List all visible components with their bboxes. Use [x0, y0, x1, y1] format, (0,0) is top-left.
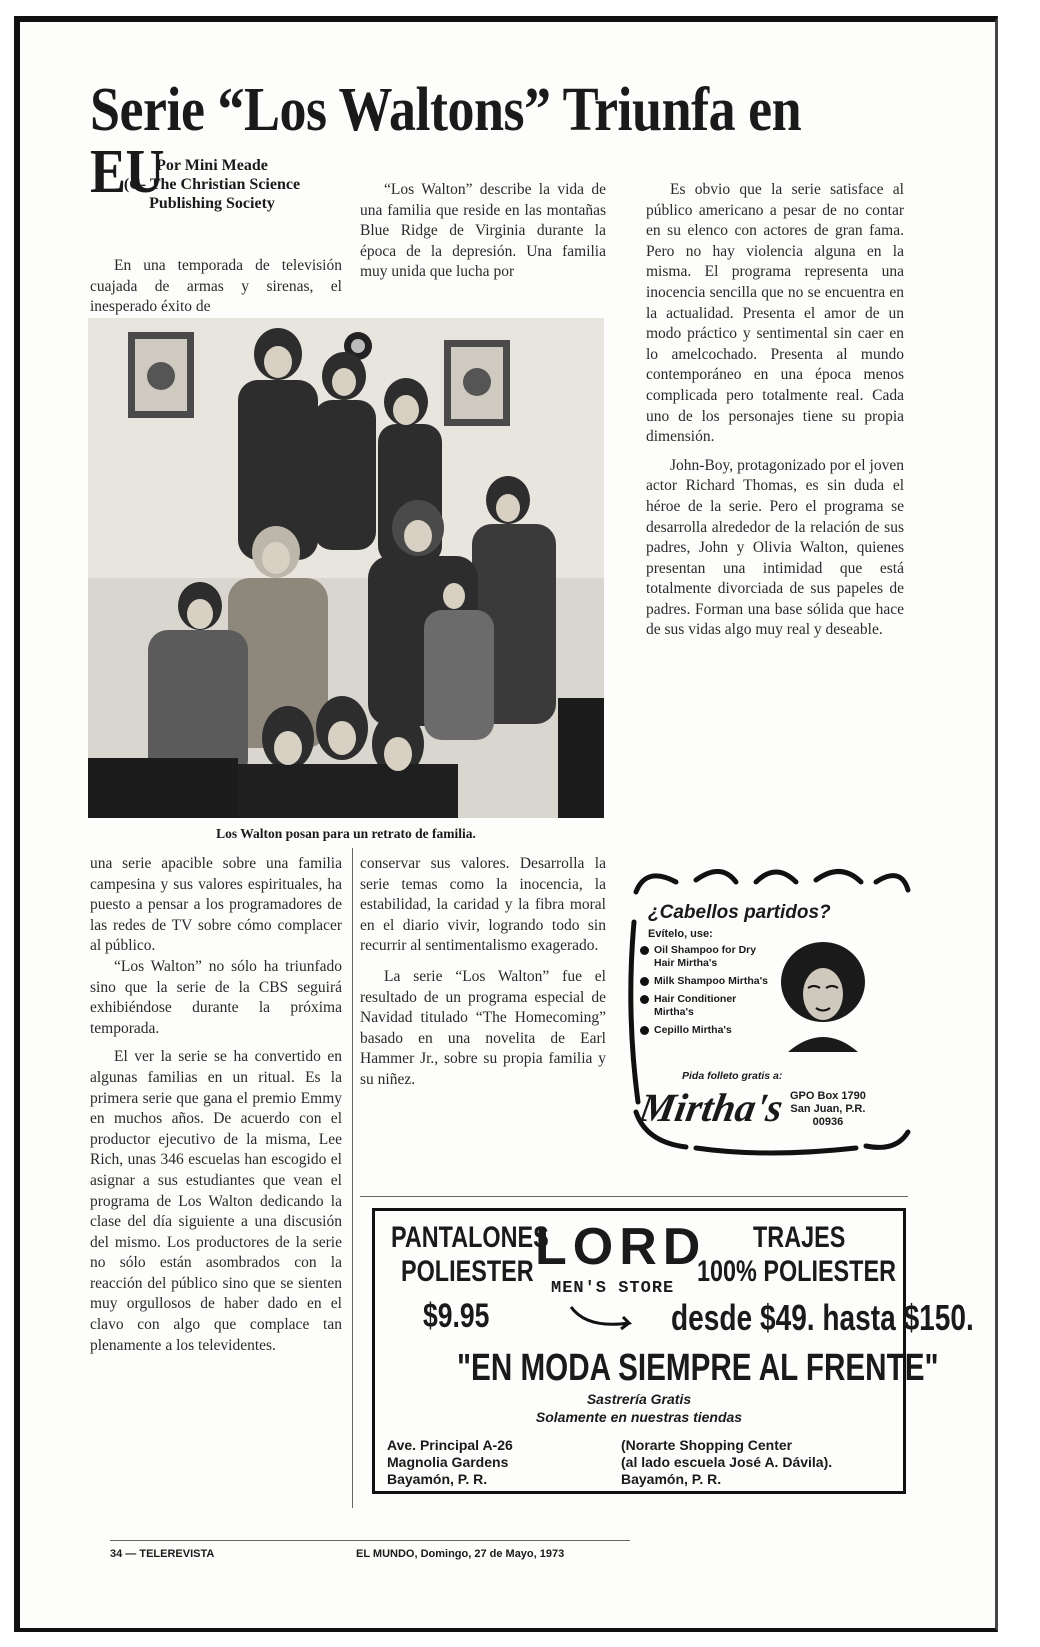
solamente-label: Solamente en nuestras tiendas	[535, 1409, 743, 1425]
paragraph: “Los Walton” no sólo ha triunfado sino que la serie de la CBS seguirá exhibiéndose durante la próxima temporada.	[90, 957, 342, 1037]
article-column-1-bottom	[90, 854, 342, 1356]
mirtha-advertisement	[626, 862, 914, 1162]
paragraph: El ver la serie se ha convertido en algunas familias en un ritual. Es la primera serie que gana el premio Emmy en muchos años. De acuerdo con el productor ejecutivo de la misma, Lee Rich, unas 346 escuelas han escogido el asignar a sus estudiantes que vean el programa de Los Walton dedicando la clase del día siguiente a una discusión del mismo. Los productores de la serie no sólo están asombrados con la reacción del público sino que se sienten muy orgullosos de haber dado en el clavo con algo que complace tan plenamente a los televidentes.	[90, 1048, 342, 1354]
article-column-3	[646, 180, 904, 641]
footer-page-label: 34 — TELEREVISTA	[110, 1548, 215, 1560]
trajes-material-label: 100% POLIESTER	[697, 1255, 896, 1288]
poliester-label: POLIESTER	[401, 1255, 534, 1288]
byline-source: (C- The Christian Science	[123, 176, 301, 194]
mirtha-brochure-offer: Pida folleto gratis a:	[682, 1070, 783, 1082]
list-item: Oil Shampoo for Dry Hair Mirtha's	[638, 944, 778, 970]
pantalones-price: $9.95	[423, 1297, 490, 1335]
mens-store-label: MEN'S STORE	[551, 1279, 675, 1298]
address-line: Bayamón, P. R.	[621, 1471, 722, 1487]
byline-source-2: Publishing Society	[149, 195, 275, 213]
address-line: San Juan, P.R.	[790, 1103, 866, 1115]
lord-slogan: "EN MODA SIEMPRE AL FRENTE"	[457, 1347, 939, 1389]
mirtha-brand-logo: Mirtha's	[636, 1085, 787, 1130]
paragraph: La serie “Los Walton” fue el resultado de un programa especial de Navidad titulado “The Homecoming” basado en una novelita de Earl Hammer Jr., sobre su propia familia y su niñez.	[360, 967, 606, 1088]
mirtha-ad-subtitle: Evítelo, use:	[648, 928, 713, 940]
lord-store-advertisement	[372, 1208, 974, 1494]
trajes-label: TRAJES	[753, 1221, 846, 1254]
address-line: GPO Box 1790	[790, 1090, 866, 1102]
section-rule	[360, 1196, 908, 1197]
article-column-2-bottom	[360, 854, 606, 1091]
list-item: Hair Conditioner Mirtha's	[638, 993, 778, 1019]
byline-author: Por Mini Meade	[156, 157, 268, 174]
photo-caption: Los Walton posan para un retrato de familia.	[216, 826, 476, 841]
woman-portrait-icon	[778, 942, 868, 1052]
footer-rule	[110, 1540, 630, 1541]
swoosh-icon	[567, 1303, 637, 1333]
article-column-2-top	[360, 180, 606, 283]
trajes-price: desde $49. hasta $150.	[671, 1297, 974, 1338]
lord-logo: LORD	[535, 1218, 707, 1276]
address-line: Bayamón, P. R.	[387, 1471, 488, 1487]
mirtha-product-list	[638, 944, 778, 1042]
sastreria-label: Sastrería Gratis	[586, 1391, 692, 1407]
article-headline: Serie “Los Waltons” Triunfa en EU	[90, 74, 802, 206]
paragraph: “Los Walton” describe la vida de una familia que reside en las montañas Blue Ridge de Virginia durante la época de la depresión. Una familia muy unida que lucha por	[360, 181, 606, 281]
address-line: 00936	[812, 1116, 844, 1128]
paragraph: Es obvio que la serie satisface al público americano a pesar de no contar en su elenco con actores de gran fama. Pero no hay violencia alguna en la misma. El programa representa una inocencia sencilla que no se encuentra en la actualidad. Presenta el amor de un modo práctico y sentimental sin caer en lo amelcochado. Presenta al mundo contemporáneo en una época menos complicada pero totalmente real. Cada uno de los personajes tiene su propia dimensión.	[646, 181, 904, 446]
article-column-1-top	[90, 256, 342, 318]
family-portrait-photo	[88, 318, 604, 818]
address-line: (Norarte Shopping Center	[621, 1437, 793, 1453]
paragraph: una serie apacible sobre una familia campesina y sus valores espirituales, ha puesto a pensar a los programadores de las redes de TV sobre cómo complacer al público.	[90, 855, 342, 955]
list-item: Milk Shampoo Mirtha's	[638, 975, 778, 988]
paragraph: En una temporada de televisión cuajada de armas y sirenas, el inesperado éxito de	[90, 257, 342, 316]
list-item: Cepillo Mirtha's	[638, 1024, 778, 1037]
mirtha-ad-title: ¿Cabellos partidos?	[648, 902, 831, 923]
address-line: Ave. Principal A-26	[387, 1437, 513, 1453]
lord-address-left	[387, 1437, 513, 1488]
paragraph: John-Boy, protagonizado por el joven actor Richard Thomas, es sin duda el héroe de la serie. Pero el programa se desarrolla alrededor de la relación de sus padres, John y Olivia Walton, quienes presentan una intimidad que está totalmente divorciada de sus papeles de padres. Forman una base sólida que hace de sus vidas algo muy real y deseable.	[646, 456, 904, 639]
address-line: (al lado escuela José A. Dávila).	[621, 1454, 833, 1470]
article-byline	[82, 156, 342, 214]
mirtha-address	[790, 1090, 866, 1129]
lord-address-right	[621, 1437, 832, 1488]
pantalones-label: PANTALONES	[391, 1221, 549, 1254]
footer-publication-date: EL MUNDO, Domingo, 27 de Mayo, 1973	[356, 1548, 565, 1560]
address-line: Magnolia Gardens	[387, 1454, 509, 1470]
column-rule	[352, 848, 353, 1508]
paragraph: conservar sus valores. Desarrolla la serie temas como la inocencia, la estabilidad, la caridad y la fibra moral en el diario vivir, logrando todo sin recurrir al sentimentalismo exagerado.	[360, 855, 606, 955]
